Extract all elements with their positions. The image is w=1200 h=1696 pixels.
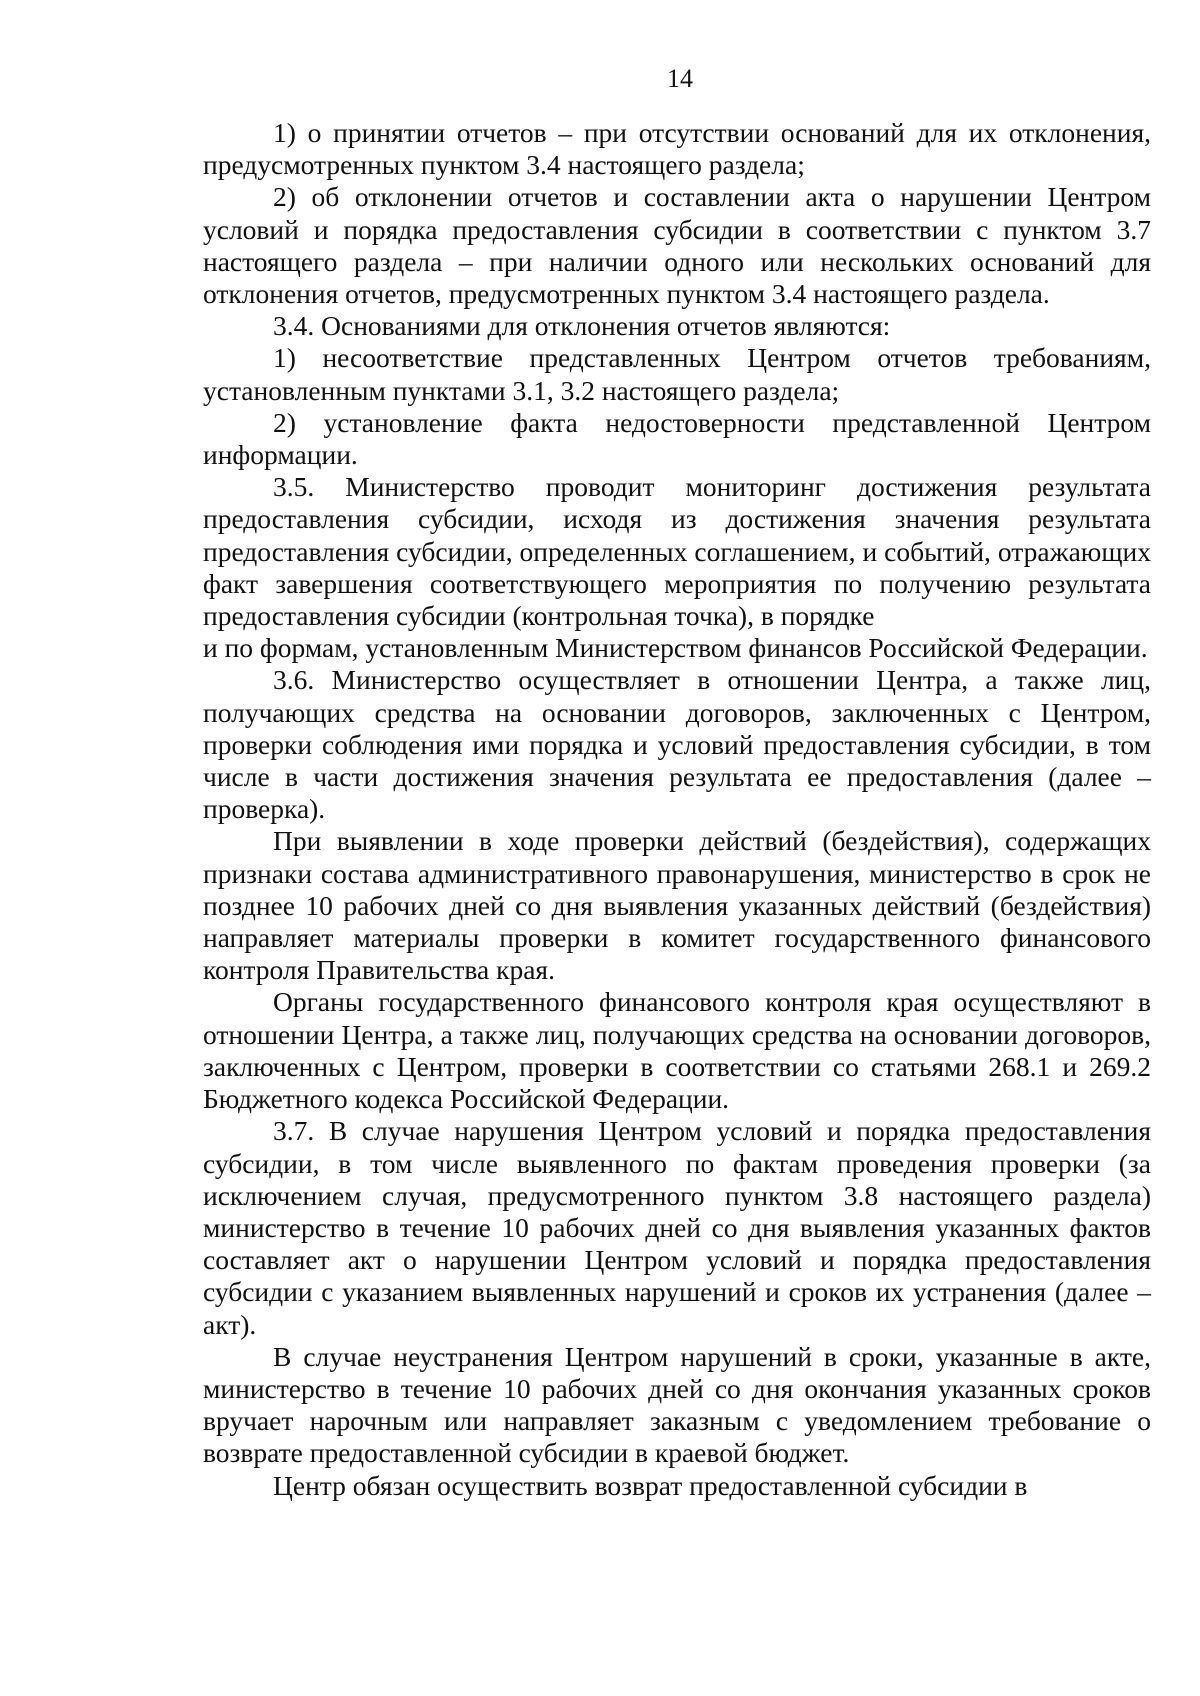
paragraph: 1) несоответствие представленных Центром отчетов требованиям, установленным пунктами 3.1, 3.2 настоящего раздела; <box>203 342 1151 406</box>
paragraph: 3.6. Министерство осуществляет в отношении Центра, а также лиц, получающих средства на основании договоров, заключенных с Центром, проверки соблюдения ими порядка и условий предоставления субсидии, в том числе в части достижения значения результата ее предоставления (далее – проверка). <box>203 664 1151 825</box>
paragraph: 3.5. Министерство проводит мониторинг достижения результата предоставления субсидии, исходя из достижения значения результата предоставления субсидии, определенных соглашением, и событий, отражающих факт завершения соответствующего мероприятия по получению результата предоставления субсидии (контрольная точка), в порядке <box>203 471 1151 632</box>
document-body <box>203 117 1151 1502</box>
paragraph: При выявлении в ходе проверки действий (бездействия), содержащих признаки состава административного правонарушения, министерство в срок не позднее 10 рабочих дней со дня выявления указанных действий (бездействия) направляет материалы проверки в комитет государственного финансового контроля Правительства края. <box>203 825 1151 986</box>
paragraph: Центр обязан осуществить возврат предоставленной субсидии в <box>273 1469 1028 1501</box>
paragraph: Органы государственного финансового контроля края осуществляют в отношении Центра, а также лиц, получающих средства на основании договоров, заключенных с Центром, проверки в соответствии со статьями 268.1 и 269.2 Бюджетного кодекса Российской Федерации. <box>203 986 1151 1115</box>
paragraph: В случае неустранения Центром нарушений в сроки, указанные в акте, министерство в течение 10 рабочих дней со дня окончания указанных сроков вручает нарочным или направляет заказным с уведомлением требование о возврате предоставленной субсидии в краевой бюджет. <box>203 1340 1151 1469</box>
page-number: 14 <box>667 64 693 93</box>
paragraph: 2) установление факта недостоверности представленной Центром информации. <box>203 406 1151 471</box>
paragraph: 2) об отклонении отчетов и составлении акта о нарушении Центром условий и порядка предоставления субсидии в соответствии с пунктом 3.7 настоящего раздела – при наличии одного или нескольких оснований для отклонения отчетов, предусмотренных пунктом 3.4 настоящего раздела. <box>203 181 1151 310</box>
paragraph: 3.4. Основаниями для отклонения отчетов являются: <box>273 310 891 342</box>
paragraph: 3.7. В случае нарушения Центром условий и порядка предоставления субсидии, в том числе выявленного по фактам проведения проверки (за исключением случая, предусмотренного пунктом 3.8 настоящего раздела) министерство в течение 10 рабочих дней со дня выявления указанных фактов составляет акт о нарушении Центром условий и порядка предоставления субсидии с указанием выявленных нарушений и сроков их устранения (далее – акт). <box>203 1115 1151 1340</box>
paragraph: и по формам, установленным Министерством финансов Российской Федерации. <box>203 632 1148 664</box>
paragraph: 1) о принятии отчетов – при отсутствии оснований для их отклонения, предусмотренных пунктом 3.4 настоящего раздела; <box>203 117 1151 181</box>
